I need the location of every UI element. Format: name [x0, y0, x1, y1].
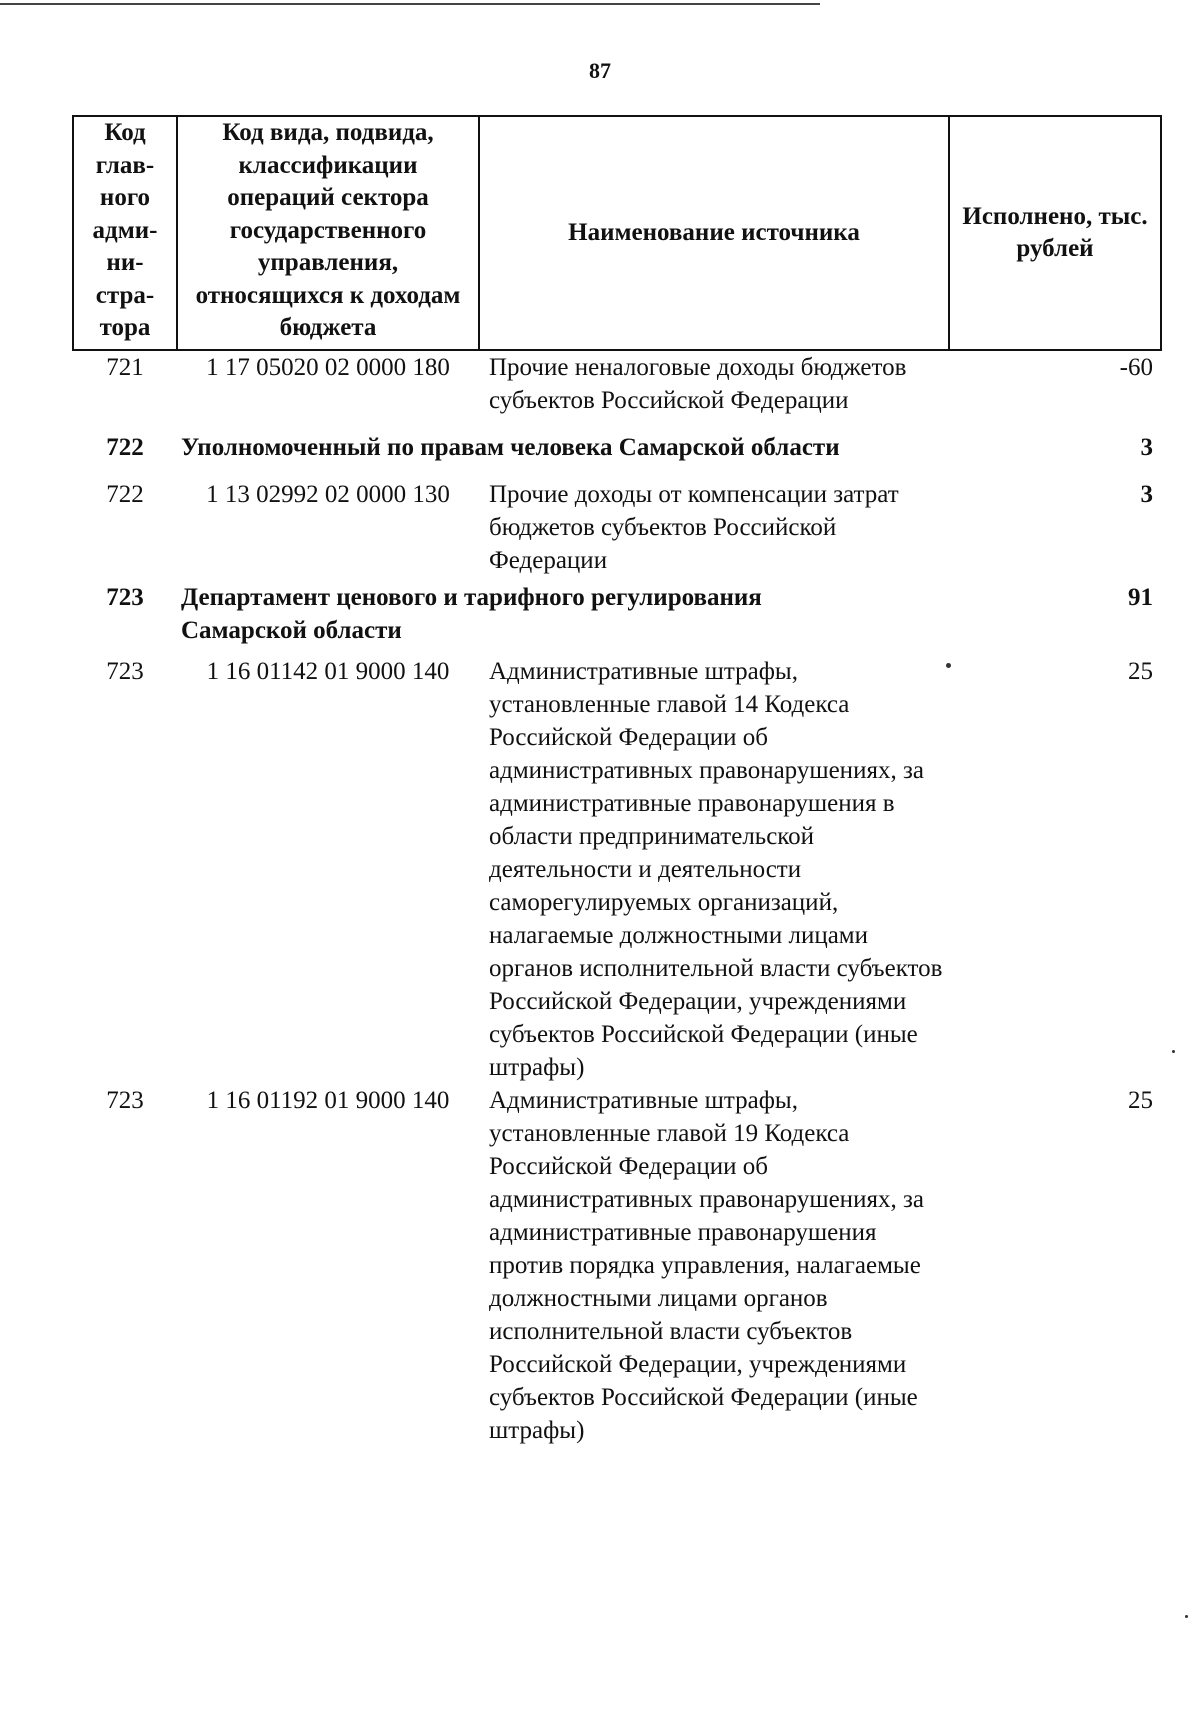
- scan-speck: [1172, 1050, 1175, 1053]
- table-row: [73, 350, 1161, 417]
- scan-border-line: [0, 3, 820, 5]
- amount-cell: 3: [1140, 481, 1153, 508]
- classification-code-cell: 1 16 01142 01 9000 140: [206, 658, 450, 685]
- group-row: [73, 577, 1161, 647]
- source-name-cell: Административные штрафы, установленные главой 14 Кодекса Российской Федерации об административных правонарушениях, за административные правонарушения в области предпринимательской деятельности и деятельности саморегулируемых организаций, налагаемые должностными лицами органов исполнительной власти субъектов Российской Федерации, учреждениями субъектов Российской Федерации (иные штрафы): [489, 658, 943, 1081]
- header-source-name: Наименование источника: [479, 116, 949, 350]
- admin-code-cell: 723: [106, 658, 144, 685]
- group-amount-cell: 3: [1140, 434, 1153, 461]
- classification-code-cell: 1 13 02992 02 0000 130: [206, 481, 450, 508]
- classification-code-cell: 1 17 05020 02 0000 180: [206, 354, 450, 381]
- group-name-cell: Уполномоченный по правам человека Самарской области: [181, 434, 840, 461]
- group-admin-code-cell: 723: [106, 584, 144, 611]
- admin-code-cell: 722: [106, 481, 144, 508]
- amount-cell: 25: [1128, 1087, 1153, 1114]
- amount-cell: -60: [1119, 354, 1153, 381]
- source-name-cell: Административные штрафы, установленные главой 19 Кодекса Российской Федерации об административных правонарушениях, за административные правонарушения против порядка управления, налагаемые должностными лицами органов исполнительной власти субъектов Российской Федерации, учреждениями субъектов Российской Федерации (иные штрафы): [489, 1087, 924, 1444]
- page-number: 87: [589, 58, 611, 83]
- group-name-cell: Департамент ценового и тарифного регулирования Самарской области: [181, 584, 762, 644]
- admin-code-cell: 721: [106, 354, 144, 381]
- group-amount-cell: 91: [1128, 584, 1153, 611]
- table-row: [73, 1084, 1161, 1447]
- source-name-cell: Прочие неналоговые доходы бюджетов субъектов Российской Федерации: [489, 354, 907, 414]
- amount-cell: 25: [1128, 658, 1153, 685]
- scan-speck: [946, 663, 951, 668]
- revenue-table: [72, 115, 1162, 1447]
- header-admin-code: Код глав-ного адми-ни-стра-тора: [73, 116, 177, 350]
- classification-code-cell: 1 16 01192 01 9000 140: [206, 1087, 450, 1114]
- source-name-cell: Прочие доходы от компенсации затрат бюджетов субъектов Российской Федерации: [489, 481, 899, 574]
- scan-speck: [1185, 1615, 1188, 1618]
- table-header: [73, 116, 1161, 350]
- group-admin-code-cell: 722: [106, 434, 144, 461]
- admin-code-cell: 723: [106, 1087, 144, 1114]
- table-row: [73, 647, 1161, 1084]
- group-row: [73, 417, 1161, 474]
- table-row: [73, 474, 1161, 577]
- header-classification-code: Код вида, подвида, классификации операций сектора государственного управления, относящихся к доходам бюджета: [177, 116, 479, 350]
- header-executed: Исполнено, тыс. рублей: [949, 116, 1161, 350]
